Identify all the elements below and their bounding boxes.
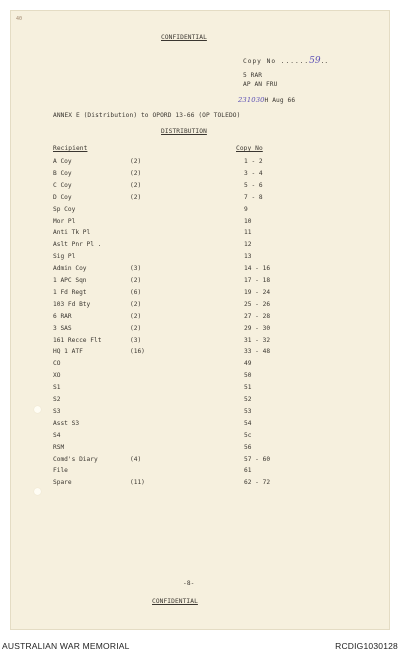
recipient-name: 1 Fd Regt <box>53 288 87 296</box>
copy-range: 12 <box>244 241 252 249</box>
copy-quantity: (2) <box>130 312 142 320</box>
copy-range: 61 <box>244 467 252 475</box>
copy-range: 3 - 4 <box>244 169 263 177</box>
copy-range: 51 <box>244 384 252 392</box>
copy-range: 14 - 16 <box>244 265 271 273</box>
copy-range: 56 <box>244 443 252 451</box>
copy-range: 19 - 24 <box>244 288 271 296</box>
distribution-row <box>0 253 380 263</box>
copy-quantity: (6) <box>130 288 142 296</box>
recipient-name: 6 RAR <box>53 312 72 320</box>
distribution-row <box>0 218 380 228</box>
copy-range: 10 <box>244 217 252 225</box>
distribution-row <box>0 456 380 466</box>
recipient-column-header: Recipient <box>53 145 88 152</box>
copy-number-value: 59 <box>309 56 321 66</box>
recipient-name: 103 Fd Bty <box>53 300 91 308</box>
recipient-name: C Coy <box>53 181 72 189</box>
distribution-row <box>0 325 380 335</box>
unit-line-1: 5 RAR <box>243 72 263 79</box>
distribution-row <box>0 277 380 287</box>
copy-quantity: (2) <box>130 277 142 284</box>
distribution-row <box>0 348 380 358</box>
unit-line-2: AP AN FRU <box>243 81 278 88</box>
copy-range: 29 - 30 <box>244 324 271 332</box>
recipient-name: A Coy <box>53 158 72 165</box>
page-number: -8- <box>183 580 195 587</box>
distribution-row <box>0 432 380 442</box>
copy-range: 5c <box>244 431 252 439</box>
distribution-row <box>0 313 380 323</box>
recipient-name: Spare <box>53 479 72 487</box>
date-time-handwritten: 231030 <box>238 96 265 104</box>
distribution-row <box>0 337 380 347</box>
recipient-name: Mor Pl <box>53 217 76 225</box>
date-time-typed: H Aug 66 <box>264 97 296 104</box>
corner-mark: 40 <box>16 16 23 22</box>
copy-quantity: (16) <box>130 348 145 356</box>
recipient-name: File <box>53 467 68 475</box>
distribution-row <box>0 265 380 275</box>
archive-footer <box>0 638 402 654</box>
recipient-name: Aslt Pnr Pl . <box>53 241 102 249</box>
distribution-row <box>0 408 380 418</box>
copy-range: 27 - 28 <box>244 312 271 320</box>
classification-bottom: CONFIDENTIAL <box>152 598 198 605</box>
distribution-row <box>0 194 380 204</box>
section-title: DISTRIBUTION <box>161 128 207 135</box>
distribution-row <box>0 444 380 454</box>
record-id: RCDIG1030128 <box>335 641 398 651</box>
date-time-group <box>238 96 295 104</box>
recipient-name: Asst S3 <box>53 419 80 427</box>
copy-quantity: (2) <box>130 300 142 308</box>
annex-title: ANNEX E (Distribution) to OPORD 13-66 (OP TOLEDO) <box>53 112 241 119</box>
recipient-name: S2 <box>53 396 61 403</box>
distribution-row <box>0 479 380 489</box>
copy-range: 50 <box>244 372 252 380</box>
recipient-name: D Coy <box>53 193 72 201</box>
distribution-row <box>0 420 380 430</box>
copy-range: 1 - 2 <box>244 158 263 165</box>
recipient-name: CO <box>53 360 61 368</box>
institution-name: AUSTRALIAN WAR MEMORIAL <box>2 641 130 651</box>
copy-range: 9 <box>244 205 248 213</box>
distribution-row <box>0 170 380 180</box>
copy-quantity: (4) <box>130 455 142 463</box>
copy-number: Copy No ......59.. <box>243 56 329 66</box>
recipient-name: 3 SAS <box>53 324 72 332</box>
copy-range: 25 - 26 <box>244 300 271 308</box>
copy-quantity: (2) <box>130 193 142 201</box>
recipient-name: Admin Coy <box>53 265 87 273</box>
copy-range: 31 - 32 <box>244 336 271 344</box>
distribution-row <box>0 467 380 477</box>
recipient-name: 161 Recce Flt <box>53 336 102 344</box>
classification-top: CONFIDENTIAL <box>161 34 207 41</box>
copy-no-column-header: Copy No <box>236 145 263 152</box>
copy-range: 17 - 18 <box>244 277 271 284</box>
distribution-row <box>0 206 380 216</box>
distribution-row <box>0 360 380 370</box>
copy-quantity: (2) <box>130 158 142 165</box>
copy-range: 5 - 6 <box>244 181 263 189</box>
distribution-row <box>0 241 380 251</box>
distribution-row <box>0 301 380 311</box>
recipient-name: Anti Tk Pl <box>53 229 91 237</box>
copy-range: 53 <box>244 407 252 415</box>
recipient-name: HQ 1 ATF <box>53 348 83 356</box>
copy-range: 7 - 8 <box>244 193 263 201</box>
distribution-row <box>0 289 380 299</box>
distribution-row <box>0 384 380 394</box>
recipient-name: XO <box>53 372 61 380</box>
recipient-name: S1 <box>53 384 61 392</box>
recipient-name: Comd's Diary <box>53 455 98 463</box>
copy-quantity: (2) <box>130 181 142 189</box>
copy-quantity: (3) <box>130 336 142 344</box>
recipient-name: S3 <box>53 407 61 415</box>
distribution-row <box>0 229 380 239</box>
distribution-row <box>0 182 380 192</box>
copy-number-label: Copy No ...... <box>243 58 310 65</box>
copy-range: 49 <box>244 360 252 368</box>
copy-range: 62 - 72 <box>244 479 271 487</box>
recipient-name: 1 APC Sqn <box>53 277 87 284</box>
copy-range: 52 <box>244 396 252 403</box>
copy-quantity: (3) <box>130 265 142 273</box>
copy-range: 33 - 48 <box>244 348 271 356</box>
copy-quantity: (2) <box>130 324 142 332</box>
recipient-name: Sig Pl <box>53 253 76 261</box>
copy-range: 54 <box>244 419 252 427</box>
distribution-row <box>0 396 380 406</box>
distribution-row <box>0 158 380 168</box>
recipient-name: B Coy <box>53 169 72 177</box>
distribution-row <box>0 372 380 382</box>
recipient-name: S4 <box>53 431 61 439</box>
copy-range: 13 <box>244 253 252 261</box>
copy-quantity: (11) <box>130 479 145 487</box>
copy-quantity: (2) <box>130 169 142 177</box>
copy-range: 11 <box>244 229 252 237</box>
copy-range: 57 - 60 <box>244 455 271 463</box>
recipient-name: Sp Coy <box>53 205 76 213</box>
recipient-name: RSM <box>53 443 65 451</box>
